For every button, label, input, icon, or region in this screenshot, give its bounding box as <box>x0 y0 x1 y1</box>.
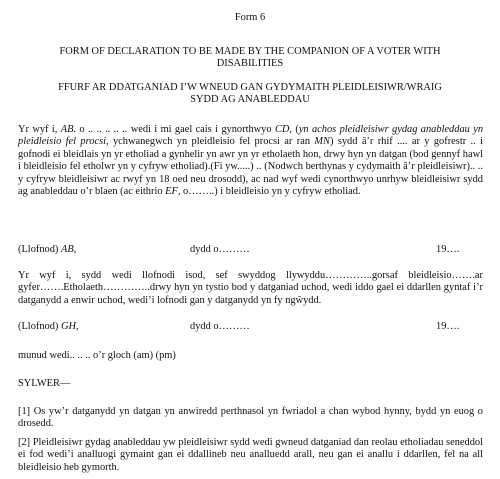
signature-line-officer <box>18 321 483 334</box>
decl-text: , ( <box>289 124 299 135</box>
signature-year: 19…. <box>436 244 460 255</box>
title-english: FORM OF DECLARATION TO BE MADE BY THE COMPANION OF A VOTER WITH DISABILITIES <box>59 46 441 70</box>
witness-paragraph: Yr wyf i, sydd wedi llofnodi isod, sef swyddog llywyddu…………..gorsaf bleidleisio…….ar gyfer…….Etholaeth…………..drwy hyn yn tystio bod y datganiad uchod, wedi iddo gael ei ddarllen gyntaf i’r datganydd a enwir uchod, wedi’i lofnodi gan y datganydd yn fy ngŵydd. <box>18 270 483 306</box>
decl-text: , o……..) i bleidleisio yn y cyfryw etholiad. <box>177 186 361 198</box>
proxy-initials: MN <box>314 136 330 148</box>
signature-label: (Llofnod) GH, <box>18 321 79 332</box>
signature-year: 19…. <box>436 321 460 332</box>
voter-initials: CD <box>274 124 290 135</box>
title-welsh: FFURF AR DDATGANIAD I’W WNEUD GAN GYDYMAITH PLEIDLEISIWR/WRAIG SYDD AG ANABLEDDAU <box>58 82 442 106</box>
decl-text: , ychwanegwch yn pleidleisio fel procsi ar ran <box>106 136 315 148</box>
declarant-initials: AB <box>60 124 74 135</box>
notes-heading: SYLWER— <box>18 378 71 389</box>
proxy-note: yn achos pleidleisiwr gydag anableddau yn pleidleisio fel procsi <box>18 124 484 148</box>
note-1: [1] Os yw’r datganydd yn datgan yn anwiredd perthnasol yn fwriadol a chan wybod hynny, bydd yn euog o drosedd. <box>18 406 483 430</box>
exception-initials: EF <box>165 186 178 198</box>
signature-line-declarant <box>18 244 483 257</box>
signature-label: (Llofnod) AB, <box>18 244 77 255</box>
note-2: [2] Pleidleisiwr gydag anableddau yw pleidleisiwr sydd wedi gwneud datganiad dan reolau etholiadau seneddol ei fod wedi’i analluogi gymaint gan ei ddallineb neu analluedd arall, neu gan ei anallu i ddarllen, fel na all bleidleisio heb gymorth. <box>18 437 483 473</box>
decl-text: ) sydd â’r rhif .... ar y gofrestr .. i gofnodi ei bleidlais yn yr etholiad a gynhelir yn awr yn yr etholaeth hon, drwy hyn yn datgan (bod gennyf hawl i bleidleisio fel etholwr yn y cyfryw etholiad).(Fi yw.....) .. (Nodwch berthynas y cydymaith â’r pleidleisiwr).. .. y cyfryw bleidleisiwr ac rwyf yn 18 oed neu drosodd), ac nad wyf wedi cynorthwyo unrhyw bleidleisiwr sydd ag anableddau o’r blaen (ac eithrio <box>18 136 483 198</box>
decl-text: . o .. .. .. .. .. wedi i mi gael cais i gynorthwyo <box>73 124 275 135</box>
decl-text: Yr wyf i, <box>18 124 61 135</box>
form-number: Form 6 <box>234 12 266 23</box>
time-line: munud wedi.. .. .. o’r gloch (am) (pm) <box>18 350 176 361</box>
declaration-paragraph <box>18 124 483 199</box>
signature-day: dydd o……… <box>190 244 250 255</box>
signature-day: dydd o……… <box>190 321 250 332</box>
